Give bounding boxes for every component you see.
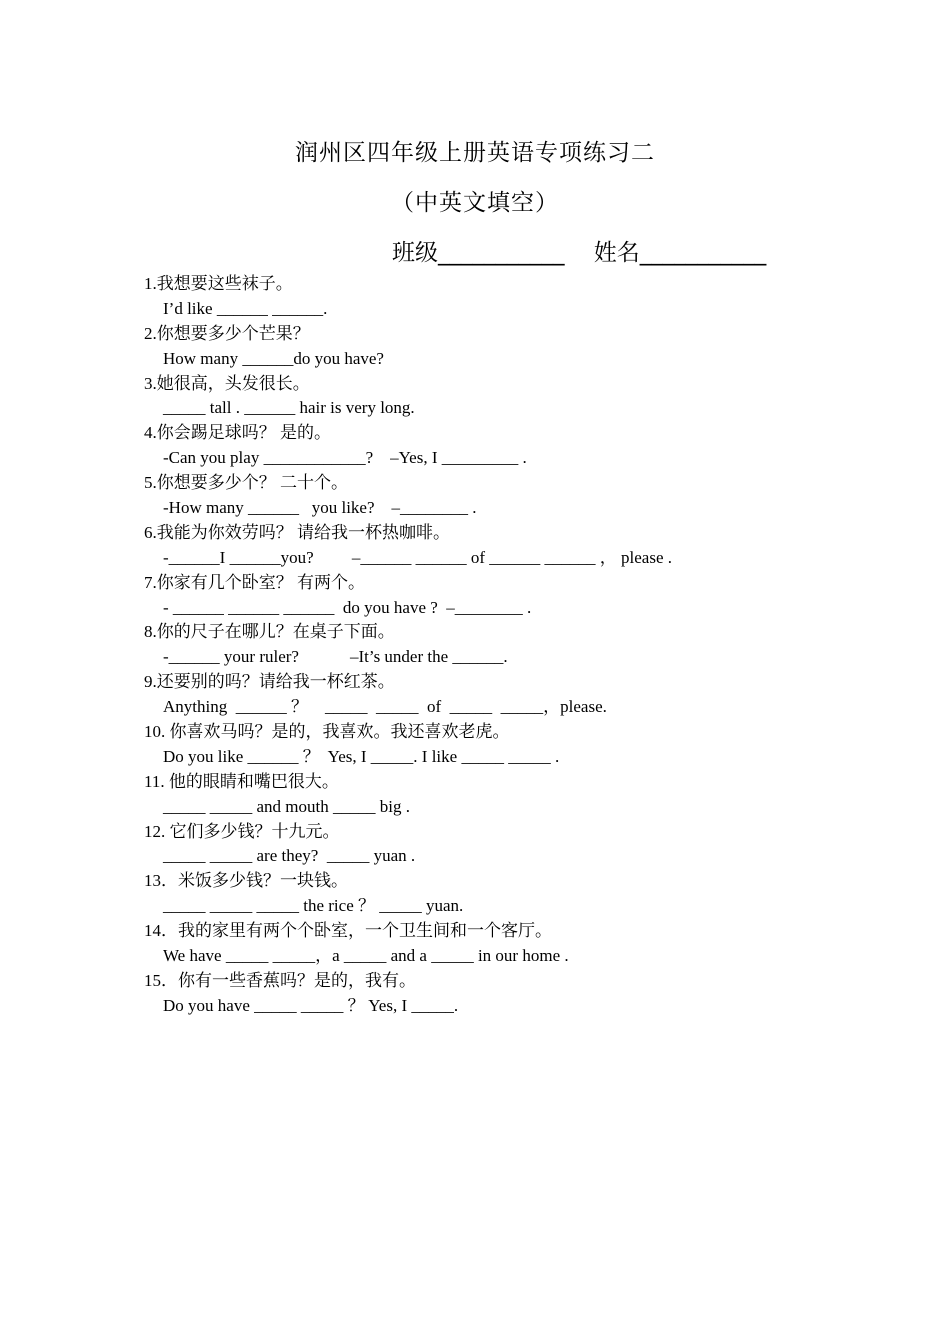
- question-answer-line: Anything ______ ？ _____ _____ of _____ _____，please.: [163, 697, 607, 717]
- question-prompt: 14．我的家里有两个个卧室，一个卫生间和一个客厅。: [144, 921, 552, 941]
- question-answer-line: -Can you play ____________? –Yes, I _________ .: [163, 448, 527, 468]
- question-prompt: 6.我能为你效劳吗？ 请给我一杯热咖啡。: [144, 522, 450, 542]
- question-answer-line: _____ _____ _____ the rice ？ _____ yuan.: [163, 896, 464, 916]
- question-prompt: 7.你家有几个卧室？ 有两个。: [144, 572, 365, 592]
- question-item: [144, 919, 904, 969]
- question-answer-line: _____ tall . ______ hair is very long.: [163, 398, 415, 418]
- question-answer-line: -______I ______you? –______ ______ of ______ ______ ， please .: [163, 547, 673, 567]
- question-prompt: 5.你想要多少个？ 二十个。: [144, 473, 348, 493]
- question-prompt: 8.你的尺子在哪儿？在桌子下面。: [144, 622, 395, 642]
- question-answer-line: I’d like ______ ______.: [163, 298, 328, 318]
- question-prompt: 3.她很高，头发很长。: [144, 373, 310, 393]
- question-item: [144, 969, 904, 1019]
- question-answer-line: How many ______do you have?: [163, 348, 384, 368]
- question-item: [144, 272, 904, 322]
- question-answer-line: -______ your ruler? –It’s under the ______.: [163, 647, 508, 667]
- question-prompt: 11. 他的眼睛和嘴巴很大。: [144, 771, 339, 791]
- question-item: [144, 869, 904, 919]
- question-prompt: 2.你想要多少个芒果？: [144, 323, 310, 343]
- question-prompt: 10. 你喜欢马吗？是的，我喜欢。我还喜欢老虎。: [144, 722, 510, 742]
- question-prompt: 15．你有一些香蕉吗？是的，我有。: [144, 970, 416, 990]
- question-prompt: 4.你会踢足球吗？ 是的。: [144, 423, 331, 443]
- question-item: [144, 521, 904, 571]
- question-item: [144, 620, 904, 670]
- question-prompt: 13．米饭多少钱？一块钱。: [144, 871, 348, 891]
- page-title: 润州区四年级上册英语专项练习二: [295, 140, 655, 166]
- question-item: [144, 820, 904, 870]
- question-item: [144, 471, 904, 521]
- question-answer-line: - ______ ______ ______ do you have ? –________ .: [163, 597, 532, 617]
- question-answer-line: _____ _____ and mouth _____ big .: [163, 796, 410, 816]
- question-item: [144, 670, 904, 720]
- question-prompt: 12. 它们多少钱？十九元。: [144, 821, 340, 841]
- question-list: [144, 272, 904, 1019]
- question-item: [144, 421, 904, 471]
- question-prompt: 9.还要别的吗？请给我一杯红茶。: [144, 672, 395, 692]
- question-answer-line: We have _____ _____，a _____ and a _____ in our home .: [163, 946, 569, 966]
- class-name-line: 班级___________ 姓名___________: [392, 240, 767, 266]
- question-answer-line: Do you have _____ _____ ？ Yes, I _____.: [163, 995, 459, 1015]
- question-item: [144, 720, 904, 770]
- page-subtitle: （中英文填空）: [391, 190, 559, 216]
- question-item: [144, 322, 904, 372]
- question-answer-line: Do you like ______ ？ Yes, I _____. I like _____ _____ .: [163, 746, 560, 766]
- question-answer-line: _____ _____ are they? _____ yuan .: [163, 846, 416, 866]
- question-answer-line: -How many ______ you like? –________ .: [163, 498, 477, 518]
- question-item: [144, 372, 904, 422]
- question-item: [144, 770, 904, 820]
- question-prompt: 1.我想要这些袜子。: [144, 274, 293, 293]
- question-item: [144, 571, 904, 621]
